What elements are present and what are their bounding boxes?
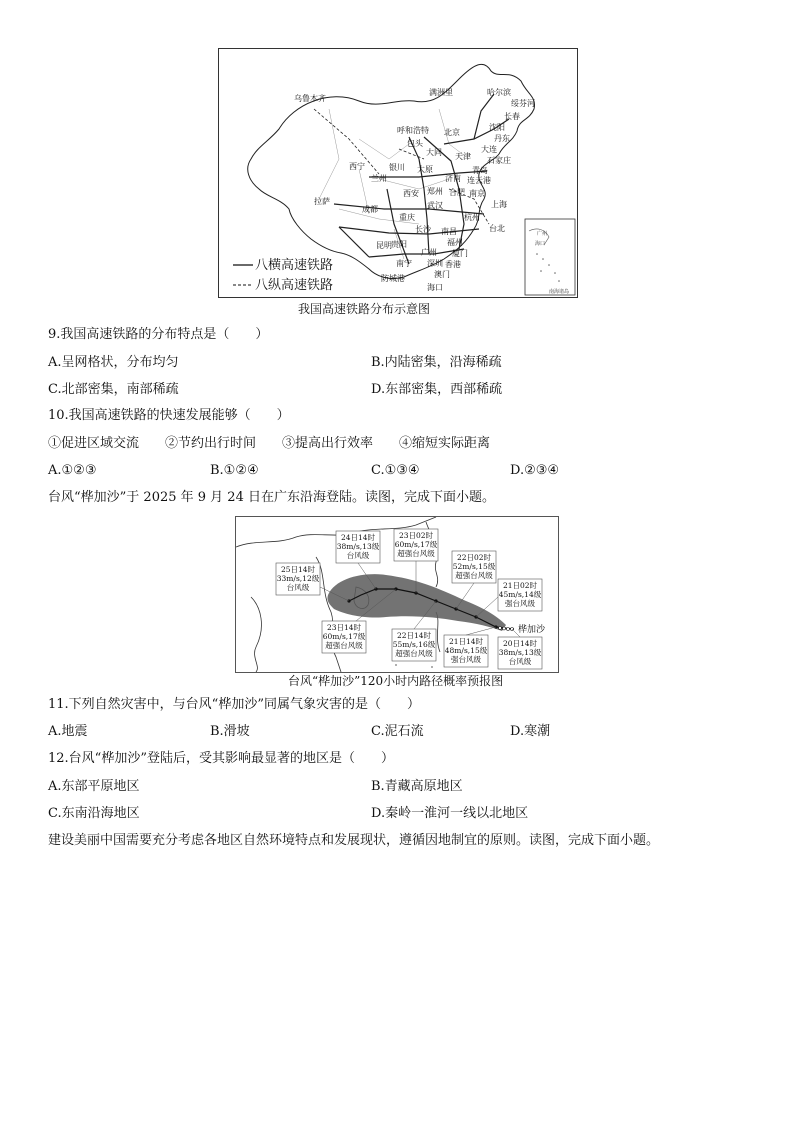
label-5-wind: 60m/s,17级 — [322, 632, 366, 641]
city-dandong: 丹东 — [494, 134, 510, 143]
city-changsha: 长沙 — [415, 225, 431, 234]
city-lhasa: 拉萨 — [314, 197, 330, 206]
railway-map-graphic — [219, 49, 577, 297]
label-5-time: 23日14时 — [326, 623, 362, 632]
typhoon-map-caption: 台风“桦加沙”120小时内路径概率预报图 — [288, 674, 504, 688]
city-taipei: 台北 — [489, 224, 505, 233]
city-urumqi: 乌鲁木齐 — [294, 94, 326, 103]
label-1-time: 23日02时 — [398, 531, 434, 540]
city-tianjin: 天津 — [455, 152, 471, 161]
city-hefei: 合肥 — [449, 188, 465, 197]
q11-option-b[interactable]: B.滑坡 — [210, 724, 250, 739]
city-hongkong: 香港 — [445, 260, 461, 269]
closing-intro: 建设美丽中国需要充分考虑各地区自然环境特点和发展现状，遵循因地制宜的原则。读图，完成下面小题。 — [48, 833, 660, 848]
label-0-time: 24日14时 — [340, 533, 376, 542]
q11-stem: 11.下列自然灾害中，与台风“桦加沙”同属气象灾害的是（ ） — [48, 697, 420, 712]
label-0-wind: 38m/s,13级 — [336, 542, 380, 551]
inset-label-south-china-sea: 南海诸岛 — [549, 289, 570, 295]
label-3-time: 25日14时 — [280, 565, 316, 574]
city-zhengzhou: 郑州 — [427, 187, 443, 196]
q9-option-b[interactable]: B.内陆密集，沿海稀疏 — [371, 355, 502, 370]
label-1-wind: 60m/s,17级 — [394, 540, 438, 549]
city-baotou: 包头 — [407, 139, 423, 148]
q10-option-c[interactable]: C.①③④ — [371, 463, 420, 478]
city-xining: 西宁 — [349, 162, 365, 171]
city-taiyuan: 太原 — [417, 165, 433, 174]
city-wuhan: 武汉 — [427, 201, 443, 210]
label-2-wind: 52m/s,15级 — [452, 562, 496, 571]
q12-option-c[interactable]: C.东南沿海地区 — [48, 806, 140, 821]
q10-stem: 10.我国高速铁路的快速发展能够（ ） — [48, 408, 290, 423]
city-xian: 西安 — [403, 189, 419, 198]
south-china-sea-inset — [525, 219, 575, 295]
label-1-grade: 超强台风级 — [397, 549, 435, 558]
city-hangzhou: 杭州 — [464, 213, 480, 222]
city-xiamen: 厦门 — [452, 249, 468, 258]
label-8-grade: 台风级 — [508, 657, 532, 666]
q10-statements: ①促进区域交流 ②节约出行时间 ③提高出行效率 ④缩短实际距离 — [48, 436, 491, 451]
city-nanning: 南宁 — [396, 259, 412, 268]
q12-option-b[interactable]: B.青藏高原地区 — [371, 779, 463, 794]
label-2-time: 22日02时 — [456, 553, 492, 562]
q12-option-a[interactable]: A.东部平原地区 — [48, 779, 140, 794]
label-8-time: 20日14时 — [502, 639, 538, 648]
q11-option-c[interactable]: C.泥石流 — [371, 724, 424, 739]
q9-stem: 9.我国高速铁路的分布特点是（ ） — [48, 327, 269, 342]
city-qingdao: 青岛 — [472, 166, 488, 175]
label-6-wind: 55m/s,16级 — [392, 640, 436, 649]
city-shenyang: 沈阳 — [489, 123, 505, 132]
q10-option-d[interactable]: D.②③④ — [510, 463, 560, 478]
label-4-grade: 强台风级 — [505, 599, 535, 608]
city-suifenhe: 绥芬河 — [511, 99, 535, 108]
q11-option-a[interactable]: A.地震 — [48, 724, 88, 739]
city-jinan: 济南 — [445, 174, 461, 183]
city-harbin: 哈尔滨 — [487, 88, 511, 97]
typhoon-intro: 台风“桦加沙”于 2025 年 9 月 24 日在广东沿海登陆。读图，完成下面小题。 — [48, 490, 495, 505]
railway-map — [218, 48, 578, 298]
city-shenzhen: 深圳 — [427, 259, 443, 268]
label-2-grade: 超强台风级 — [455, 571, 493, 580]
q9-option-a[interactable]: A.呈网格状，分布均匀 — [48, 355, 179, 370]
city-dalian: 大连 — [481, 145, 497, 154]
label-3-grade: 台风级 — [286, 583, 310, 592]
city-chongqing: 重庆 — [399, 213, 415, 222]
typhoon-map-graphic — [236, 517, 558, 672]
city-macau: 澳门 — [434, 270, 450, 279]
city-datong: 大同 — [426, 148, 442, 157]
city-beijing: 北京 — [444, 128, 460, 137]
city-nanjing: 南京 — [469, 189, 485, 198]
label-4-wind: 45m/s,14级 — [498, 590, 542, 599]
city-haikou: 海口 — [427, 283, 443, 292]
label-7-time: 21日14时 — [448, 637, 484, 646]
legend-label-heng: 八横高速铁路 — [255, 258, 334, 273]
q10-option-b[interactable]: B.①②④ — [210, 463, 259, 478]
city-guiyang: 贵阳 — [391, 240, 407, 249]
q9-option-d[interactable]: D.东部密集，西部稀疏 — [371, 382, 503, 397]
city-yinchuan: 银川 — [389, 163, 405, 172]
city-lianyungang: 连云港 — [467, 176, 491, 185]
label-4-time: 21日02时 — [502, 581, 538, 590]
typhoon-map — [235, 516, 559, 673]
q12-stem: 12.台风“桦加沙”登陆后，受其影响最显著的地区是（ ） — [48, 751, 394, 766]
label-7-grade: 强台风级 — [451, 655, 481, 664]
city-nanchang: 南昌 — [441, 227, 457, 236]
city-guangzhou: 广州 — [421, 248, 437, 257]
label-7-wind: 48m/s,15级 — [444, 646, 488, 655]
city-lanzhou: 兰州 — [371, 174, 387, 183]
q11-option-d[interactable]: D.寒潮 — [510, 724, 551, 739]
label-3-wind: 33m/s,12级 — [276, 574, 320, 583]
railway-map-caption: 我国高速铁路分布示意图 — [298, 302, 431, 316]
label-8-wind: 38m/s,13级 — [498, 648, 542, 657]
city-shanghai: 上海 — [491, 200, 507, 209]
city-fuzhou: 福州 — [447, 238, 463, 247]
legend-label-zong: 八纵高速铁路 — [255, 278, 334, 293]
typhoon-name-label: 桦加沙 — [518, 625, 546, 635]
label-6-grade: 超强台风级 — [395, 649, 433, 658]
city-shijiazhuang: 石家庄 — [487, 156, 511, 165]
q12-option-d[interactable]: D.秦岭一淮河一线以北地区 — [371, 806, 529, 821]
city-changchun: 长春 — [504, 112, 520, 121]
label-0-grade: 台风级 — [346, 551, 370, 560]
city-hohhot: 呼和浩特 — [397, 126, 429, 135]
label-6-time: 22日14时 — [396, 631, 432, 640]
q9-option-c[interactable]: C.北部密集，南部稀疏 — [48, 382, 179, 397]
q10-option-a[interactable]: A.①②③ — [48, 463, 97, 478]
city-chengdu: 成都 — [362, 205, 378, 214]
city-fangchenggang: 防城港 — [381, 274, 405, 283]
city-manzhouli: 满洲里 — [429, 88, 453, 97]
label-5-grade: 超强台风级 — [325, 641, 363, 650]
inset-label-haikou: 海口 — [535, 241, 546, 247]
inset-label-guangzhou: 广州 — [537, 231, 548, 237]
city-kunming: 昆明 — [376, 241, 392, 250]
